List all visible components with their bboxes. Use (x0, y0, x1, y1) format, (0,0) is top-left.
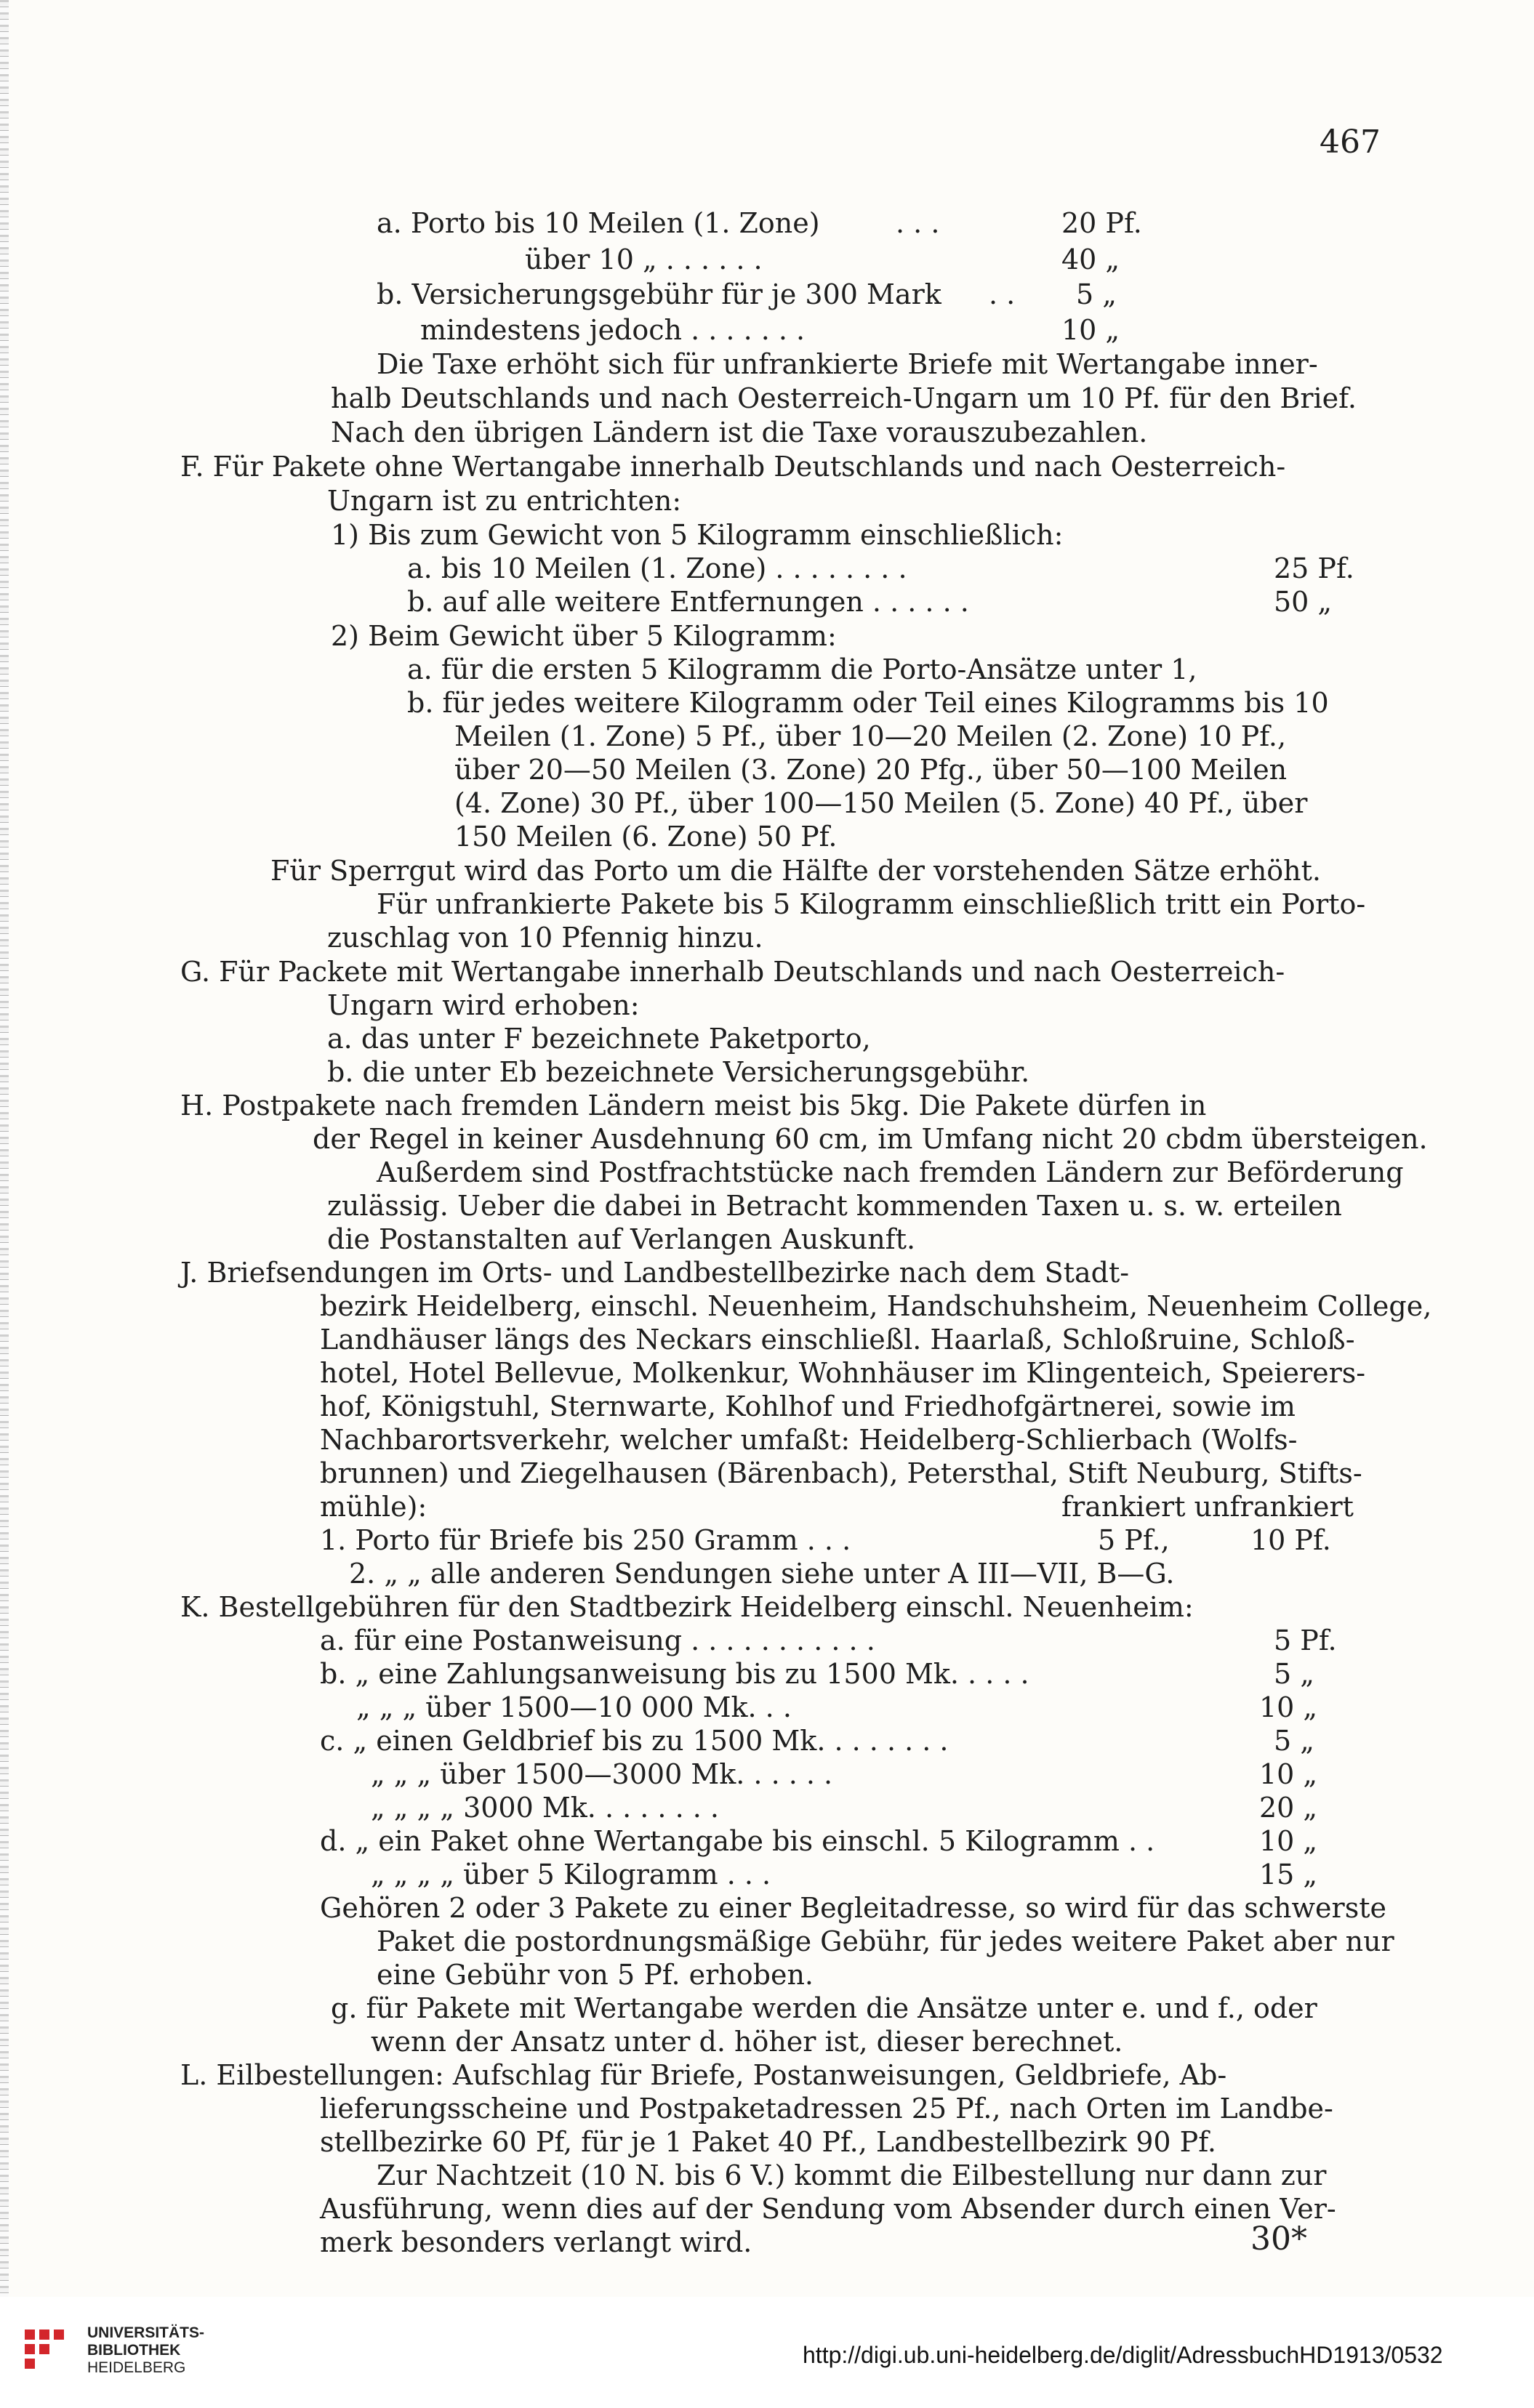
amount: 10 „ (1061, 314, 1120, 346)
text-line: a. für die ersten 5 Kilogramm die Porto-Ansätze unter 1, (407, 653, 1197, 685)
text-line: über 20—50 Meilen (3. Zone) 20 Pfg., über 50—100 Meilen (454, 754, 1288, 786)
amount: 5 „ (1076, 278, 1117, 310)
column-headers: frankiert unfrankiert (1061, 1491, 1354, 1523)
text-line: eine Gebühr von 5 Pf. erhoben. (377, 1959, 814, 1991)
text-line: „ „ „ über 1500—10 000 Mk. . . (356, 1691, 792, 1723)
text-line: Für Sperrgut wird das Porto um die Hälfte der vorstehenden Sätze erhöht. (270, 855, 1322, 887)
amount: 5 Pf. (1274, 1624, 1337, 1656)
text-line: stellbezirke 60 Pf, für je 1 Paket 40 Pf., Landbestellbezirk 90 Pf. (320, 2126, 1217, 2158)
text-line: zuschlag von 10 Pfennig hinzu. (327, 922, 763, 954)
text-line: die Postanstalten auf Verlangen Auskunft. (327, 1223, 916, 1255)
text-line: a. bis 10 Meilen (1. Zone) . . . . . . . . (407, 552, 907, 584)
text-line: merk besonders verlangt wird. (320, 2226, 752, 2258)
logo-line: BIBLIOTHEK (87, 2342, 181, 2359)
amount: 10 „ (1259, 1758, 1318, 1790)
amount: 5 „ (1274, 1725, 1314, 1757)
logo-line: UNIVERSITÄTS- (87, 2324, 205, 2341)
amount: 15 „ (1259, 1859, 1318, 1890)
amount-unfrankiert: 10 Pf. (1250, 1524, 1331, 1556)
amount: 40 „ (1061, 243, 1120, 275)
text-line: b. Versicherungsgebühr für je 300 Mark (377, 278, 941, 310)
text-line: (4. Zone) 30 Pf., über 100—150 Meilen (5. Zone) 40 Pf., über (454, 787, 1308, 819)
text-line: c. „ einen Geldbrief bis zu 1500 Mk. . . . . . . . (320, 1725, 949, 1757)
amount: 20 Pf. (1061, 207, 1142, 239)
text-line: „ „ „ über 1500—3000 Mk. . . . . . (371, 1758, 833, 1790)
amount: 25 Pf. (1274, 552, 1354, 584)
text-line: über 10 „ . . . . . . (525, 243, 763, 275)
text-line: d. „ ein Paket ohne Wertangabe bis einschl. 5 Kilogramm . . (320, 1825, 1155, 1857)
text-line: zulässig. Ueber die dabei in Betracht kommenden Taxen u. s. w. erteilen (327, 1190, 1342, 1222)
text-line: Außerdem sind Postfrachtstücke nach fremden Ländern zur Beförderung (377, 1156, 1404, 1188)
scan-edge (0, 0, 9, 2297)
text-line: „ „ „ „ 3000 Mk. . . . . . . . (371, 1792, 719, 1824)
amount: 20 „ (1259, 1792, 1318, 1824)
text-line: hotel, Hotel Bellevue, Molkenkur, Wohnhäuser im Klingenteich, Speierers- (320, 1357, 1366, 1389)
text-line: Nachbarortsverkehr, welcher umfaßt: Heidelberg-Schlierbach (Wolfs- (320, 1424, 1298, 1456)
text-line: 2) Beim Gewicht über 5 Kilogramm: (331, 620, 837, 652)
text-line: Paket die postordnungsmäßige Gebühr, für jedes weitere Paket aber nur (377, 1925, 1394, 1957)
text-line: a. Porto bis 10 Meilen (1. Zone) (377, 207, 820, 239)
text-line: bezirk Heidelberg, einschl. Neuenheim, Handschuhsheim, Neuenheim College, (320, 1290, 1432, 1322)
text-line: wenn der Ansatz unter d. höher ist, dieser berechnet. (371, 2026, 1123, 2058)
text-line: Ungarn ist zu entrichten: (327, 485, 682, 517)
text-line: mühle): (320, 1491, 427, 1523)
text-line: halb Deutschlands und nach Oesterreich-Ungarn um 10 Pf. für den Brief. (331, 382, 1357, 414)
section-h-heading: H. Postpakete nach fremden Ländern meist bis 5kg. Die Pakete dürfen in (180, 1090, 1207, 1122)
text-line: b. die unter Eb bezeichnete Versicherungsgebühr. (327, 1056, 1030, 1088)
text-line: lieferungsscheine und Postpaketadressen 25 Pf., nach Orten im Landbe- (320, 2093, 1333, 2125)
text-line: 150 Meilen (6. Zone) 50 Pf. (454, 821, 838, 853)
leader-dots: . . . (896, 207, 940, 239)
section-g-heading: G. Für Packete mit Wertangabe innerhalb Deutschlands und nach Oesterreich- (180, 956, 1285, 988)
section-j-heading: J. Briefsendungen im Orts- und Landbestellbezirke nach dem Stadt- (180, 1257, 1130, 1289)
text-line: b. auf alle weitere Entfernungen . . . . . . (407, 586, 969, 618)
section-f-heading: F. Für Pakete ohne Wertangabe innerhalb Deutschlands und nach Oesterreich- (180, 451, 1286, 483)
text-line: brunnen) und Ziegelhausen (Bärenbach), Petersthal, Stift Neuburg, Stifts- (320, 1457, 1362, 1489)
text-line: a. für eine Postanweisung . . . . . . . . . . . (320, 1624, 875, 1656)
text-line: b. „ eine Zahlungsanweisung bis zu 1500 Mk. . . . . (320, 1658, 1029, 1690)
text-line: Ausführung, wenn dies auf der Sendung vom Absender durch einen Ver- (320, 2193, 1336, 2225)
text-line: Für unfrankierte Pakete bis 5 Kilogramm einschließlich tritt ein Porto- (377, 888, 1366, 920)
amount-frankiert: 5 Pf., (1098, 1524, 1170, 1556)
text-line: Nach den übrigen Ländern ist die Taxe vorauszubezahlen. (331, 416, 1148, 448)
amount: 50 „ (1274, 586, 1333, 618)
logo-line: HEIDELBERG (87, 2359, 186, 2376)
text-line: hof, Königstuhl, Sternwarte, Kohlhof und Friedhofgärtnerei, sowie im (320, 1390, 1296, 1422)
text-line: Zur Nachtzeit (10 N. bis 6 V.) kommt die Eilbestellung nur dann zur (377, 2159, 1327, 2191)
section-l-heading: L. Eilbestellungen: Aufschlag für Briefe, Postanweisungen, Geldbriefe, Ab- (180, 2059, 1227, 2091)
source-url-link[interactable]: http://digi.ub.uni-heidelberg.de/diglit/AdressbuchHD1913/0532 (803, 2342, 1443, 2368)
amount: 5 „ (1274, 1658, 1314, 1690)
text-line: Ungarn wird erhoben: (327, 989, 640, 1021)
amount: 10 „ (1259, 1691, 1318, 1723)
text-line: 1. Porto für Briefe bis 250 Gramm . . . (320, 1524, 851, 1556)
signature-mark: 30* (1250, 2220, 1307, 2258)
text-line: Gehören 2 oder 3 Pakete zu einer Begleitadresse, so wird für das schwerste (320, 1892, 1386, 1924)
text-line: mindestens jedoch . . . . . . . (420, 314, 806, 346)
library-logo-icon (19, 2324, 70, 2375)
text-line: 1) Bis zum Gewicht von 5 Kilogramm einschließlich: (331, 519, 1064, 551)
section-k-heading: K. Bestellgebühren für den Stadtbezirk Heidelberg einschl. Neuenheim: (180, 1591, 1194, 1623)
text-line: „ „ „ „ über 5 Kilogramm . . . (371, 1859, 771, 1890)
text-line: Landhäuser längs des Neckars einschließl. Haarlaß, Schloßruine, Schloß- (320, 1324, 1355, 1356)
leader-dots: . . (989, 278, 1016, 310)
text-line: der Regel in keiner Ausdehnung 60 cm, im Umfang nicht 20 cbdm übersteigen. (313, 1123, 1428, 1155)
text-line: Die Taxe erhöht sich für unfrankierte Briefe mit Wertangabe inner- (377, 348, 1318, 380)
text-line: g. für Pakete mit Wertangabe werden die Ansätze unter e. und f., oder (331, 1992, 1317, 2024)
text-line: a. das unter F bezeichnete Paketporto, (327, 1023, 871, 1055)
text-line: Meilen (1. Zone) 5 Pf., über 10—20 Meilen (2. Zone) 10 Pf., (454, 720, 1287, 752)
text-line: 2. „ „ alle anderen Sendungen siehe unter A III—VII, B—G. (349, 1558, 1175, 1590)
amount: 10 „ (1259, 1825, 1318, 1857)
page-number: 467 (1320, 124, 1381, 161)
library-logo-text (87, 2324, 204, 2377)
text-line: b. für jedes weitere Kilogramm oder Teil eines Kilogramms bis 10 (407, 687, 1329, 719)
